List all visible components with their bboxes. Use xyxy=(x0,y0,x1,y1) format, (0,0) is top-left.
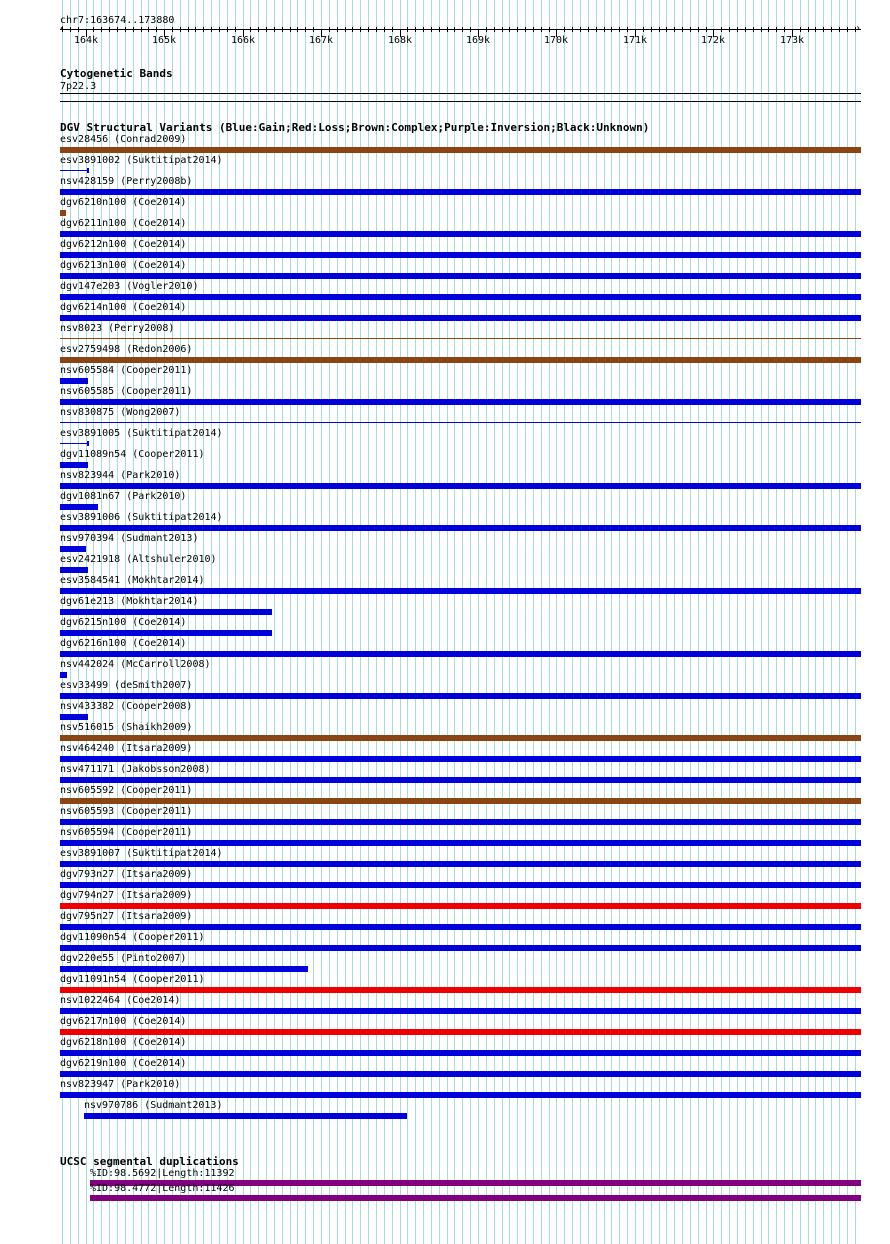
dgv-feature-label: nsv471171 (Jakobsson2008) xyxy=(60,764,211,775)
dgv-feature-bar[interactable] xyxy=(60,777,861,783)
dgv-feature-label: nsv442024 (McCarroll2008) xyxy=(60,659,211,670)
ruler-minor-tick xyxy=(227,27,228,32)
segdup-feature-bar[interactable] xyxy=(90,1195,861,1201)
dgv-feature-label: esv3891007 (Suktitipat2014) xyxy=(60,848,223,859)
dgv-feature-bar[interactable] xyxy=(60,294,861,300)
ruler-minor-tick xyxy=(831,27,832,32)
ruler-tick-label: 169k xyxy=(465,35,491,46)
dgv-feature-bar[interactable] xyxy=(60,1092,861,1098)
dgv-feature-label: esv3891005 (Suktitipat2014) xyxy=(60,428,223,439)
dgv-feature-bar[interactable] xyxy=(60,378,88,384)
dgv-feature-label: nsv8023 (Perry2008) xyxy=(60,323,175,334)
ruler-minor-tick xyxy=(729,27,730,32)
dgv-feature-label: esv2759498 (Redon2006) xyxy=(60,344,193,355)
ruler-minor-tick xyxy=(674,27,675,32)
ruler-minor-tick xyxy=(470,27,471,32)
ruler-minor-tick xyxy=(290,27,291,32)
ruler-minor-tick xyxy=(368,27,369,32)
ruler-minor-tick xyxy=(611,27,612,32)
ruler-minor-tick xyxy=(415,27,416,32)
ruler-minor-tick xyxy=(776,27,777,32)
dgv-feature-bar[interactable] xyxy=(60,252,861,258)
dgv-feature-bar[interactable] xyxy=(60,462,88,468)
dgv-feature-label: esv33499 (deSmith2007) xyxy=(60,680,193,691)
dgv-feature-bar[interactable] xyxy=(60,609,272,615)
dgv-feature-label: nsv605584 (Cooper2011) xyxy=(60,365,193,376)
ruler-minor-tick xyxy=(549,27,550,32)
ruler-minor-tick xyxy=(188,27,189,32)
ruler-minor-tick xyxy=(847,27,848,32)
dgv-feature-label: nsv464240 (Itsara2009) xyxy=(60,743,193,754)
dgv-feature-bar[interactable] xyxy=(60,966,308,972)
segdup-feature-label: %ID:98.4772|Length:11426 xyxy=(90,1183,235,1194)
dgv-feature-label: dgv1081n67 (Park2010) xyxy=(60,491,187,502)
dgv-feature-label: dgv6217n100 (Coe2014) xyxy=(60,1016,187,1027)
dgv-feature-label: dgv6211n100 (Coe2014) xyxy=(60,218,187,229)
dgv-feature-bar[interactable] xyxy=(60,903,861,909)
ruler-minor-tick xyxy=(258,27,259,32)
ruler-minor-tick xyxy=(384,27,385,32)
ruler-minor-tick xyxy=(494,27,495,32)
dgv-feature-label: dgv11089n54 (Cooper2011) xyxy=(60,449,205,460)
dgv-feature-label: dgv6216n100 (Coe2014) xyxy=(60,638,187,649)
cytoband-track-title: Cytogenetic Bands xyxy=(60,67,173,80)
ruler-minor-tick xyxy=(651,27,652,32)
ruler-minor-tick xyxy=(125,27,126,32)
ruler-minor-tick xyxy=(823,27,824,32)
dgv-feature-bar[interactable] xyxy=(60,1008,861,1014)
ruler-minor-tick xyxy=(502,27,503,32)
dgv-feature-bar[interactable] xyxy=(60,945,861,951)
ruler-minor-tick xyxy=(454,27,455,32)
ruler-minor-tick xyxy=(439,27,440,32)
dgv-feature-label: nsv605592 (Cooper2011) xyxy=(60,785,193,796)
ruler-minor-tick xyxy=(235,27,236,32)
ruler-minor-tick xyxy=(407,27,408,32)
dgv-feature-bar[interactable] xyxy=(60,630,272,636)
dgv-feature-bar[interactable] xyxy=(60,861,861,867)
ruler-minor-tick xyxy=(297,27,298,32)
dgv-feature-bar[interactable] xyxy=(60,443,88,444)
dgv-feature-label: esv3584541 (Mokhtar2014) xyxy=(60,575,205,586)
cytoband-bar-bottom xyxy=(60,101,861,102)
ruler-minor-tick xyxy=(180,27,181,32)
dgv-feature-bar[interactable] xyxy=(60,756,861,762)
dgv-feature-label: nsv428159 (Perry2008b) xyxy=(60,176,193,187)
dgv-feature-label: esv3891006 (Suktitipat2014) xyxy=(60,512,223,523)
dgv-feature-label: dgv6218n100 (Coe2014) xyxy=(60,1037,187,1048)
ruler-tick-label: 166k xyxy=(230,35,256,46)
dgv-feature-bar[interactable] xyxy=(60,525,861,531)
ruler-minor-tick xyxy=(250,27,251,32)
dgv-feature-label: nsv823944 (Park2010) xyxy=(60,470,181,481)
ruler-right-arrow-icon: › xyxy=(855,23,862,34)
ruler-minor-tick xyxy=(313,27,314,32)
dgv-feature-bar[interactable] xyxy=(84,1113,407,1119)
dgv-feature-bar[interactable] xyxy=(60,1050,861,1056)
ruler-minor-tick xyxy=(604,27,605,32)
dgv-feature-bar[interactable] xyxy=(60,735,861,741)
dgv-feature-label: esv3891002 (Suktitipat2014) xyxy=(60,155,223,166)
ruler-minor-tick xyxy=(572,27,573,32)
ruler-minor-tick xyxy=(133,27,134,32)
ruler-minor-tick xyxy=(156,27,157,32)
ruler-minor-tick xyxy=(659,27,660,32)
dgv-feature-label: dgv11090n54 (Cooper2011) xyxy=(60,932,205,943)
dgv-feature-label: nsv830875 (Wong2007) xyxy=(60,407,181,418)
ruler-minor-tick xyxy=(392,27,393,32)
dgv-feature-label: dgv6213n100 (Coe2014) xyxy=(60,260,187,271)
segdup-feature-label: %ID:98.5692|Length:11392 xyxy=(90,1168,235,1179)
dgv-feature-bar[interactable] xyxy=(60,987,861,993)
ruler-minor-tick xyxy=(666,27,667,32)
ruler-minor-tick xyxy=(517,27,518,32)
dgv-feature-label: dgv220e55 (Pinto2007) xyxy=(60,953,187,964)
dgv-feature-bar[interactable] xyxy=(60,399,861,405)
dgv-feature-bar[interactable] xyxy=(60,819,861,825)
ruler-minor-tick xyxy=(78,27,79,32)
ruler-minor-tick xyxy=(839,27,840,32)
dgv-feature-bar[interactable] xyxy=(60,357,861,363)
ruler-minor-tick xyxy=(509,27,510,32)
dgv-feature-label: nsv1022464 (Coe2014) xyxy=(60,995,181,1006)
dgv-feature-label: nsv823947 (Park2010) xyxy=(60,1079,181,1090)
ruler-minor-tick xyxy=(588,27,589,32)
ruler-minor-tick xyxy=(690,27,691,32)
dgv-feature-label: dgv6219n100 (Coe2014) xyxy=(60,1058,187,1069)
dgv-feature-label: dgv11091n54 (Cooper2011) xyxy=(60,974,205,985)
ruler-minor-tick xyxy=(643,27,644,32)
ruler-minor-tick xyxy=(745,27,746,32)
ruler-minor-tick xyxy=(486,27,487,32)
ruler-minor-tick xyxy=(360,27,361,32)
ruler-minor-tick xyxy=(423,27,424,32)
dgv-feature-bar[interactable] xyxy=(60,882,861,888)
ruler-tick-label: 168k xyxy=(387,35,413,46)
ruler-minor-tick xyxy=(525,27,526,32)
dgv-feature-label: dgv794n27 (Itsara2009) xyxy=(60,890,193,901)
ruler-minor-tick xyxy=(698,27,699,32)
ruler-minor-tick xyxy=(706,27,707,32)
dgv-feature-bar[interactable] xyxy=(60,672,67,678)
ruler-minor-tick xyxy=(211,27,212,32)
ruler-minor-tick xyxy=(596,27,597,32)
ruler-minor-tick xyxy=(580,27,581,32)
dgv-feature-bar[interactable] xyxy=(60,840,861,846)
dgv-feature-label: dgv6214n100 (Coe2014) xyxy=(60,302,187,313)
dgv-feature-bar[interactable] xyxy=(60,422,861,423)
segdup-track-title: UCSC segmental duplications xyxy=(60,1155,239,1168)
ruler-tick-label: 172k xyxy=(700,35,726,46)
dgv-feature-bar[interactable] xyxy=(60,231,861,237)
cytoband-label: 7p22.3 xyxy=(60,81,97,92)
ruler-left-arrow-icon: ‹ xyxy=(59,23,66,34)
dgv-feature-bar[interactable] xyxy=(60,693,861,699)
ruler-minor-tick xyxy=(337,27,338,32)
cytoband-bar xyxy=(60,93,861,94)
ruler-minor-tick xyxy=(815,27,816,32)
ruler-minor-tick xyxy=(761,27,762,32)
ruler-minor-tick xyxy=(352,27,353,32)
dgv-feature-bar[interactable] xyxy=(60,567,88,573)
ruler-minor-tick xyxy=(737,27,738,32)
dgv-feature-label: dgv6215n100 (Coe2014) xyxy=(60,617,187,628)
dgv-feature-label: dgv795n27 (Itsara2009) xyxy=(60,911,193,922)
ruler-minor-tick xyxy=(462,27,463,32)
ruler-minor-tick xyxy=(447,27,448,32)
dgv-feature-bar[interactable] xyxy=(60,189,861,195)
ruler-tick-label: 173k xyxy=(779,35,805,46)
ruler-minor-tick xyxy=(219,27,220,32)
ruler-minor-tick xyxy=(682,27,683,32)
dgv-feature-bar[interactable] xyxy=(60,315,861,321)
ruler-minor-tick xyxy=(376,27,377,32)
ruler-minor-tick xyxy=(329,27,330,32)
ruler-tick-label: 170k xyxy=(543,35,569,46)
dgv-feature-label: esv2421918 (Altshuler2010) xyxy=(60,554,217,565)
dgv-feature-label: nsv433382 (Cooper2008) xyxy=(60,701,193,712)
ruler-minor-tick xyxy=(800,27,801,32)
dgv-feature-label: nsv970394 (Sudmant2013) xyxy=(60,533,199,544)
ruler-minor-tick xyxy=(431,27,432,32)
ruler-minor-tick xyxy=(274,27,275,32)
dgv-feature-bar[interactable] xyxy=(60,924,861,930)
dgv-feature-label: nsv605594 (Cooper2011) xyxy=(60,827,193,838)
ruler-minor-tick xyxy=(533,27,534,32)
dgv-feature-bar[interactable] xyxy=(60,1029,861,1035)
dgv-feature-bar[interactable] xyxy=(60,147,861,153)
ruler-minor-tick xyxy=(141,27,142,32)
dgv-feature-label: dgv793n27 (Itsara2009) xyxy=(60,869,193,880)
dgv-feature-bar[interactable] xyxy=(60,546,86,552)
ruler-minor-tick xyxy=(627,27,628,32)
dgv-feature-bar[interactable] xyxy=(60,483,861,489)
dgv-feature-label: nsv516015 (Shaikh2009) xyxy=(60,722,193,733)
ruler-minor-tick xyxy=(172,27,173,32)
dgv-feature-label: nsv970786 (Sudmant2013) xyxy=(84,1100,223,1111)
ruler-minor-tick xyxy=(619,27,620,32)
ruler-minor-tick xyxy=(564,27,565,32)
ruler-minor-tick xyxy=(768,27,769,32)
dgv-feature-label: dgv61e213 (Mokhtar2014) xyxy=(60,596,199,607)
ruler-minor-tick xyxy=(541,27,542,32)
ruler-minor-tick xyxy=(345,27,346,32)
dgv-feature-bar[interactable] xyxy=(60,210,66,216)
ruler-minor-tick xyxy=(117,27,118,32)
ruler-minor-tick xyxy=(148,27,149,32)
dgv-feature-label: dgv147e203 (Vogler2010) xyxy=(60,281,199,292)
ruler-minor-tick xyxy=(808,27,809,32)
ruler-minor-tick xyxy=(109,27,110,32)
dgv-feature-bar[interactable] xyxy=(60,338,861,339)
dgv-feature-bar[interactable] xyxy=(60,798,861,804)
ruler-minor-tick xyxy=(282,27,283,32)
dgv-feature-bar[interactable] xyxy=(60,273,861,279)
dgv-feature-label: esv28456 (Conrad2009) xyxy=(60,134,187,145)
dgv-feature-label: nsv605585 (Cooper2011) xyxy=(60,386,193,397)
dgv-feature-bar[interactable] xyxy=(60,651,861,657)
dgv-feature-bar[interactable] xyxy=(60,1071,861,1077)
ruler-tick-label: 164k xyxy=(73,35,99,46)
ruler-minor-tick xyxy=(721,27,722,32)
dgv-feature-bar[interactable] xyxy=(60,588,861,594)
dgv-feature-label: dgv6212n100 (Coe2014) xyxy=(60,239,187,250)
ruler-minor-tick xyxy=(70,27,71,32)
dgv-feature-bar[interactable] xyxy=(60,504,98,510)
ruler-minor-tick xyxy=(266,27,267,32)
dgv-feature-label: nsv605593 (Cooper2011) xyxy=(60,806,193,817)
ruler-minor-tick xyxy=(93,27,94,32)
ruler-minor-tick xyxy=(784,27,785,32)
dgv-feature-bar[interactable] xyxy=(60,170,88,171)
dgv-track-title: DGV Structural Variants (Blue:Gain;Red:Loss;Brown:Complex;Purple:Inversion;Black:Unknown) xyxy=(60,121,650,134)
ruler-tick-label: 165k xyxy=(151,35,177,46)
ruler-minor-tick xyxy=(101,27,102,32)
ruler-minor-tick xyxy=(203,27,204,32)
ruler-tick-label: 167k xyxy=(308,35,334,46)
dgv-feature-label: dgv6210n100 (Coe2014) xyxy=(60,197,187,208)
dgv-feature-bar[interactable] xyxy=(60,714,88,720)
ruler-minor-tick xyxy=(305,27,306,32)
ruler-position-label: chr7:163674..173880 xyxy=(60,15,175,26)
ruler-minor-tick xyxy=(753,27,754,32)
ruler-tick-label: 171k xyxy=(622,35,648,46)
ruler-minor-tick xyxy=(195,27,196,32)
